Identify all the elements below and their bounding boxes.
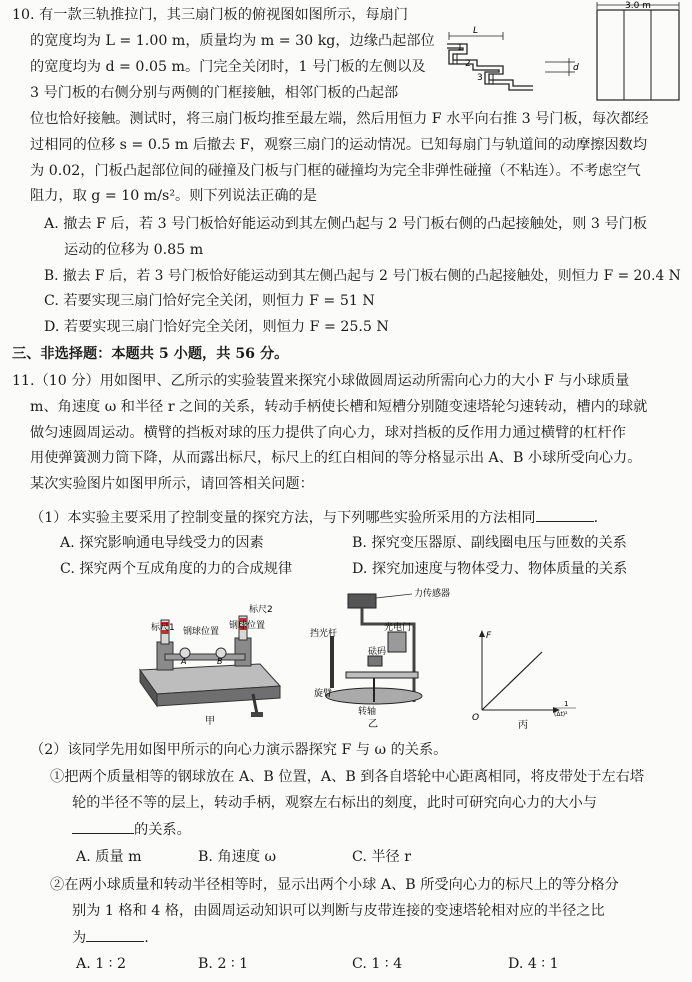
q11-sub2-1-line-1: ①把两个质量相等的钢球放在 A、B 位置，A、B 到各自塔轮中心距离相同，将皮带处于左右塔 bbox=[50, 769, 645, 785]
q11-line-3: 做匀速圆周运动。横臂的挡板对球的压力提供了向心力，球对挡板的反作用力通过横臂的杠杆作 bbox=[30, 425, 626, 441]
yi-label-photogate: 光电门 bbox=[384, 623, 412, 633]
bing-origin-label: O bbox=[472, 713, 480, 723]
q11-sub2-1-line-2: 轮的半径不等的层上，转动手柄，观察左右标出的刻度，此时可研究向心力的大小与 bbox=[72, 795, 597, 811]
q11-line-1: 11.（10 分）用如图甲、乙所示的实验装置来探究小球做圆周运动所需向心力的大小 F 与小球质量 bbox=[12, 373, 630, 389]
q10-line-1: 10. 有一款三轨推拉门，其三扇门板的俯视图如图所示，每扇门 bbox=[12, 7, 408, 23]
q10-line-6: 过相同的位移 s = 0.5 m 后撤去 F，观察三扇门的运动情况。已知每扇门与轨道间的动摩擦因数均 bbox=[30, 137, 648, 153]
door-length-label: L bbox=[473, 26, 479, 36]
q11-sub2-2-line-3 bbox=[72, 927, 149, 948]
q10-option-c: C. 若要实现三扇门恰好完全关闭，则恒力 F = 51 N bbox=[44, 293, 375, 309]
figure-jia-caption: 甲 bbox=[205, 716, 215, 727]
yi-label-force-sensor: 力传感器 bbox=[414, 589, 451, 599]
q11-sub2-2-answer-blank[interactable] bbox=[86, 927, 144, 942]
q11-sub1 bbox=[30, 507, 598, 528]
jia-label-ruler-2: 标尺2 bbox=[249, 605, 273, 615]
q11-sub2-1-answer-blank[interactable] bbox=[72, 819, 134, 834]
q10-line-3: 的宽度均为 d = 0.05 m。门完全关闭时，1 号门板的左侧以及 bbox=[30, 59, 426, 75]
q10-line-4: 3 号门板的右侧分别与两侧的门框接触，相邻门板的凸起部 bbox=[30, 85, 399, 101]
q11-sub1-option-b: B. 探究变压器原、副线圈电压与匝数的关系 bbox=[352, 535, 627, 551]
q10-option-a: A. 撤去 F 后，若 3 号门板恰好能运动到其左侧凸起与 2 号门板右侧的凸起接触处，则 3 号门板 bbox=[44, 216, 648, 232]
figure-yi-caption: 乙 bbox=[368, 719, 378, 730]
q10-option-a-cont: 运动的位移为 0.85 m bbox=[64, 242, 204, 258]
bing-fit-line bbox=[482, 652, 542, 710]
jia-label-a: A bbox=[181, 657, 187, 666]
bing-y-axis-label: F bbox=[486, 631, 492, 641]
q11-sub2-1-line-3 bbox=[72, 819, 191, 840]
q11-sub2-2-line-1: ②在两小球质量和转动半径相等时，显示出两个小球 A、B 所受向心力的标尺上的等分格分 bbox=[50, 877, 619, 893]
bing-x-axis-numerator: 1 bbox=[564, 700, 569, 708]
yi-label-light-rod: 挡光杆 bbox=[310, 629, 338, 639]
q11-sub1-option-d: D. 探究加速度与物体受力、物体质量的关系 bbox=[352, 561, 628, 577]
door-number-1: 1 bbox=[457, 43, 463, 53]
door-number-2: 2 bbox=[465, 59, 471, 69]
q11-sub1-option-c: C. 探究两个互成角度的力的合成规律 bbox=[60, 561, 293, 577]
q10-line-8: 阻力，取 g = 10 m/s²。则下列说法正确的是 bbox=[30, 188, 317, 204]
q11-sub2-2-option-b: B. 2 ∶ 1 bbox=[198, 956, 249, 972]
q11-line-5: 某次实验图片如图甲所示，请回答相关问题： bbox=[30, 476, 314, 492]
door-protrusion-label: d bbox=[573, 63, 579, 73]
jia-label-ball-position-b: 钢球位置 bbox=[229, 621, 266, 631]
q10-line-5: 位也恰好接触。测试时，将三扇门板均推至最左端，然后用恒力 F 水平向右推 3 号门板，每次都经 bbox=[30, 111, 649, 127]
q11-sub2-2-option-c: C. 1 ∶ 4 bbox=[352, 956, 403, 972]
figure-jia-apparatus bbox=[135, 598, 285, 728]
q11-sub2-1-option-a: A. 质量 m bbox=[76, 849, 142, 865]
jia-label-ruler-1: 标尺1 bbox=[151, 623, 175, 633]
q11-sub2-2-option-d: D. 4 ∶ 1 bbox=[508, 956, 559, 972]
q11-sub2-2-line-2: 别为 1 格和 4 格，由圆周运动知识可以判断与皮带连接的变速塔轮相对应的半径之比 bbox=[72, 903, 605, 919]
q11-sub2-1-option-c: C. 半径 r bbox=[352, 849, 412, 865]
q10-line-2: 的宽度均为 L = 1.00 m，质量均为 m = 30 kg，边缘凸起部位 bbox=[30, 33, 435, 49]
figure-yi-apparatus bbox=[304, 584, 464, 730]
q11-sub2-2-period: . bbox=[144, 930, 149, 946]
q10-option-d: D. 若要实现三扇门恰好完全关闭，则恒力 F = 25.5 N bbox=[44, 319, 389, 335]
jia-label-b: B bbox=[217, 657, 223, 666]
jia-label-ball-position-a: 钢球位置 bbox=[183, 627, 220, 637]
bing-x-axis-denominator: (Δt)² bbox=[554, 711, 568, 718]
q10-option-b: B. 撤去 F 后，若 3 号门板恰好能运动到其左侧凸起与 2 号门板右侧的凸起接触处，则恒力 F = 20.4 N bbox=[44, 268, 681, 284]
q11-line-2: m、角速度 ω 和半径 r 之间的关系，转动手柄使长槽和短槽分别随变速塔轮匀速转动，槽内的球就 bbox=[30, 399, 648, 415]
section-3-heading: 三、非选择题：本题共 5 小题，共 56 分。 bbox=[12, 346, 289, 362]
yi-label-weight: 砝码 bbox=[368, 647, 387, 657]
figure-bing-caption: 丙 bbox=[518, 720, 528, 730]
yi-label-arm: 旋臂 bbox=[314, 689, 333, 699]
q10-door-figure bbox=[445, 0, 685, 104]
q11-sub2-1-option-b: B. 角速度 ω bbox=[198, 849, 277, 865]
q11-sub1-option-a: A. 探究影响通电导线受力的因素 bbox=[60, 535, 264, 551]
q11-sub1-text: （1）本实验主要采用了控制变量的探究方法，与下列哪些实验所采用的方法相同 bbox=[30, 510, 536, 526]
yi-label-shaft: 转轴 bbox=[358, 707, 377, 717]
q11-sub2-heading: （2）该同学先用如图甲所示的向心力演示器探究 F 与 ω 的关系。 bbox=[30, 742, 448, 758]
q11-sub2-1-tail: 的关系。 bbox=[134, 822, 191, 838]
q11-sub2-2-option-a: A. 1 ∶ 2 bbox=[76, 956, 127, 972]
q11-sub2-2-prefix: 为 bbox=[72, 930, 87, 946]
q11-line-4: 用使弹簧测力筒下降，从而露出标尺，标尺上的红白相间的等分格显示出 A、B 小球所受向心力。 bbox=[30, 450, 642, 466]
door-number-3: 3 bbox=[477, 73, 483, 83]
q10-line-7: 为 0.02，门板凸起部位间的碰撞及门板与门框的碰撞均为完全非弹性碰撞（不粘连）。不考虑空气 bbox=[30, 163, 641, 179]
figure-bing-graph bbox=[468, 628, 580, 730]
door-width-label: 3.0 m bbox=[625, 1, 651, 11]
q11-sub1-period: . bbox=[593, 510, 599, 526]
q11-sub1-answer-blank[interactable] bbox=[536, 507, 594, 522]
